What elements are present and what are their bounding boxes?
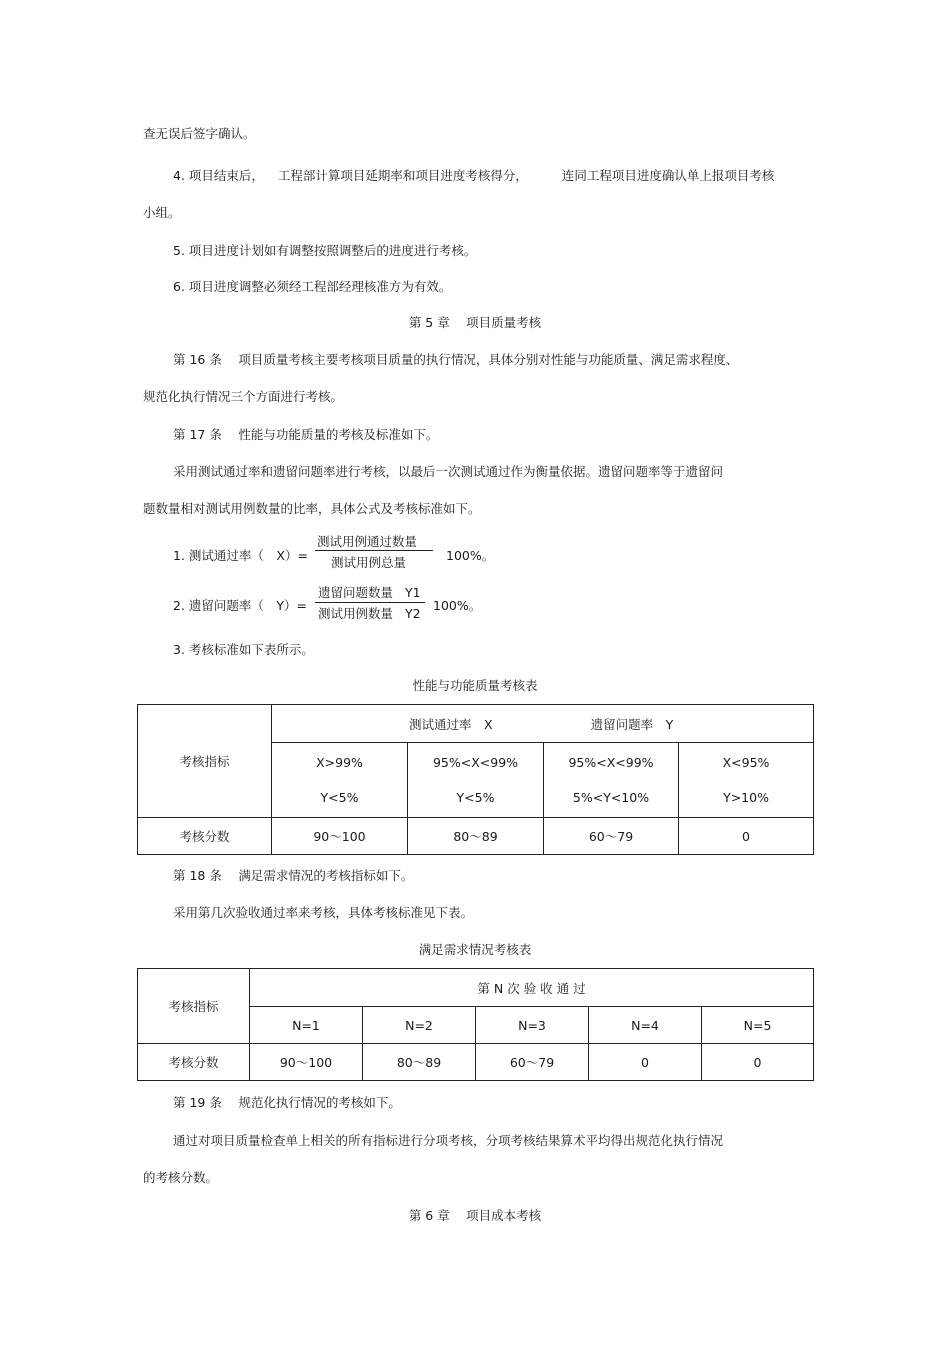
item-4-part-b: 工程部计算项目延期率和项目进度考核得分，	[277, 168, 528, 183]
formula-1-tail: 100%。	[446, 548, 495, 563]
formula-1-fraction	[315, 532, 435, 572]
table-2-caption: 满足需求情况考核表	[418, 942, 532, 957]
article-19: 第 19 条 规范化执行情况的考核如下。	[173, 1095, 401, 1110]
item-3: 3. 考核标准如下表所示。	[173, 642, 314, 657]
score-cell: 80～89	[408, 818, 544, 855]
article-16: 第 16 条 项目质量考核主要考核项目质量的执行情况，具体分别对性能与功能质量、满足需求程度、	[173, 352, 739, 367]
item-4-part-c: 连同工程项目进度确认单上报项目考核	[561, 168, 775, 183]
acceptance-span-header: 第 N 次 验 收 通 过	[250, 969, 814, 1007]
score-cell: 60～79	[476, 1044, 589, 1081]
formula-2-numerator-symbol: Y1	[405, 585, 421, 600]
header-pass-rate: 测试通过率 X	[409, 716, 493, 732]
table-1-caption: 性能与功能质量考核表	[412, 678, 538, 693]
formula-2-denominator-symbol: Y2	[405, 606, 421, 621]
test-paragraph: 采用测试通过率和遗留问题率进行考核，以最后一次测试通过作为衡量依据。遗留问题率等于遗留问	[173, 464, 724, 479]
norm-paragraph: 通过对项目质量检查单上相关的所有指标进行分项考核，分项考核结果算术平均得出规范化执行情况	[173, 1133, 724, 1148]
group-header-cell	[272, 705, 814, 743]
formula-1-numerator: 测试用例通过数量	[317, 534, 418, 549]
formula-2-label: 2. 遗留问题率（ Y）=	[173, 598, 308, 613]
formula-2-fraction	[315, 583, 427, 623]
article-16-continuation: 规范化执行情况三个方面进行考核。	[143, 389, 344, 404]
condition-x: X<95%	[722, 755, 770, 770]
condition-y: Y<5%	[456, 790, 495, 805]
item-6: 6. 项目进度调整必须经工程部经理核准方为有效。	[173, 279, 452, 294]
n-column-header: N=2	[363, 1007, 476, 1044]
score-cell: 0	[589, 1044, 702, 1081]
row-header-label: 考核指标	[168, 999, 219, 1014]
score-cell: 0	[702, 1044, 814, 1081]
score-label-cell: 考核分数	[138, 1044, 250, 1081]
score-cell: 90～100	[272, 818, 408, 855]
formula-2-tail: 100%。	[433, 598, 482, 613]
row-header-label: 考核指标	[179, 754, 230, 769]
item-5: 5. 项目进度计划如有调整按照调整后的进度进行考核。	[173, 243, 477, 258]
formula-1-label: 1. 测试通过率（ X）=	[173, 548, 308, 563]
n-column-header: N=4	[589, 1007, 702, 1044]
n-column-header: N=3	[476, 1007, 589, 1044]
item-4-part-a: 4. 项目结束后，	[173, 168, 264, 183]
acceptance-paragraph: 采用第几次验收通过率来考核，具体考核标准见下表。	[173, 905, 474, 920]
score-cell: 0	[679, 818, 814, 855]
condition-cell	[544, 743, 679, 818]
test-paragraph-continuation: 题数量相对测试用例数量的比率，具体公式及考核标准如下。	[143, 501, 481, 516]
row-header-cell	[138, 705, 272, 818]
score-cell: 90～100	[250, 1044, 363, 1081]
condition-y: Y<5%	[320, 790, 359, 805]
norm-paragraph-continuation: 的考核分数。	[143, 1170, 219, 1185]
article-18: 第 18 条 满足需求情况的考核指标如下。	[173, 868, 414, 883]
condition-x: 95%<X<99%	[568, 755, 654, 770]
condition-x: X>99%	[316, 755, 363, 770]
fraction-bar	[315, 550, 433, 551]
condition-y: 5%<Y<10%	[572, 790, 650, 805]
requirement-satisfaction-table	[137, 968, 814, 1081]
article-17: 第 17 条 性能与功能质量的考核及标准如下。	[173, 427, 439, 442]
condition-cell	[408, 743, 544, 818]
score-label-cell: 考核分数	[138, 818, 272, 855]
item-4	[173, 166, 774, 184]
header-issue-rate: 遗留问题率 Y	[590, 716, 674, 732]
formula-2-numerator: 遗留问题数量	[318, 585, 394, 600]
chapter-6-title: 第 6 章 项目成本考核	[408, 1208, 542, 1223]
condition-y: Y>10%	[723, 790, 769, 805]
condition-cell	[272, 743, 408, 818]
score-cell: 60～79	[544, 818, 679, 855]
quality-performance-table	[137, 704, 814, 855]
chapter-5-title: 第 5 章 项目质量考核	[408, 315, 542, 330]
paragraph-continuation: 查无误后签字确认。	[143, 126, 256, 141]
score-cell: 80～89	[363, 1044, 476, 1081]
row-header-cell	[138, 969, 250, 1044]
formula-1-denominator: 测试用例总量	[331, 555, 407, 570]
formula-2-denominator: 测试用例数量	[318, 606, 394, 621]
condition-cell	[679, 743, 814, 818]
n-column-header: N=5	[702, 1007, 814, 1044]
n-column-header: N=1	[250, 1007, 363, 1044]
item-4-continuation: 小组。	[143, 205, 181, 220]
condition-x: 95%<X<99%	[432, 755, 519, 770]
fraction-bar	[315, 602, 425, 603]
